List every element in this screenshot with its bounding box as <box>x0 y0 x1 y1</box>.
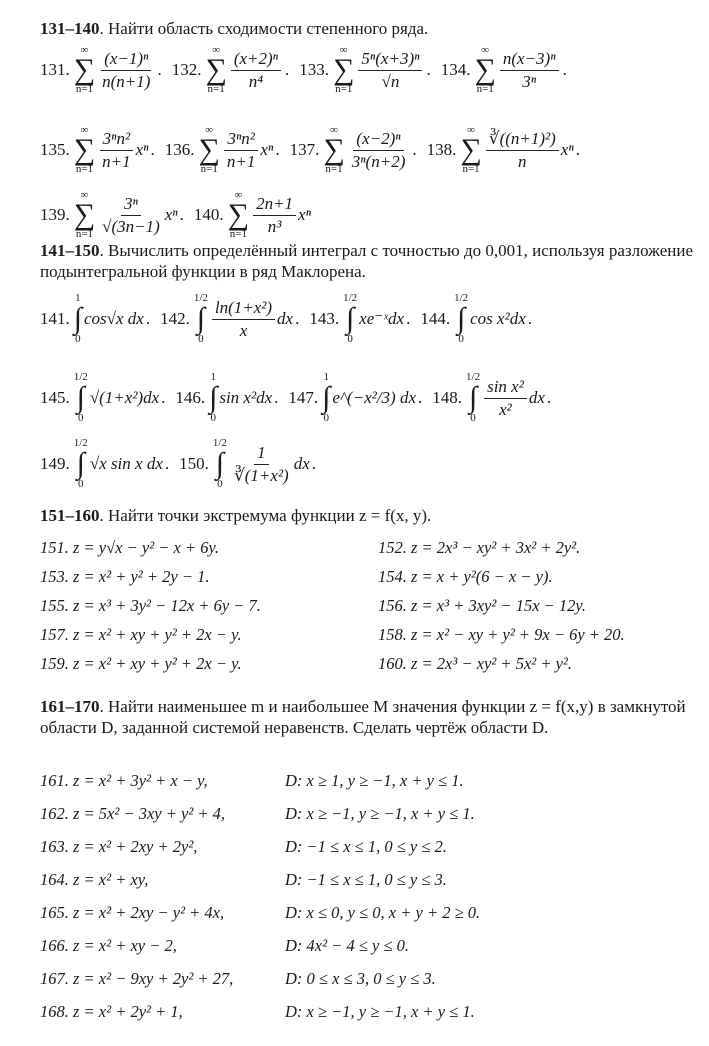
problem-number: 147. <box>288 388 319 407</box>
problem-131 <box>40 45 162 95</box>
summation <box>74 125 95 175</box>
region-function: 166. z = x² + xy − 2, <box>40 936 177 955</box>
problem-row <box>40 190 321 240</box>
punctuation: . <box>179 205 184 224</box>
lower-limit: n=1 <box>207 83 225 95</box>
problem-number: 145. <box>40 388 70 407</box>
fraction <box>231 443 292 485</box>
numerator: 2n+1 <box>253 194 296 216</box>
numerator: ∛((n+1)²) <box>486 129 559 151</box>
lower-limit: 0 <box>323 412 329 424</box>
fraction <box>349 129 409 171</box>
summation <box>333 45 354 95</box>
numerator: 1 <box>254 443 269 465</box>
extremum-problem: 152. z = 2x³ − xy² + 3x² + 2y². <box>378 538 581 557</box>
region-function: 167. z = x² − 9xy + 2y² + 27, <box>40 969 234 988</box>
summation <box>323 125 344 175</box>
summation <box>474 45 495 95</box>
denominator: 3ⁿ(n+2) <box>351 151 406 171</box>
integral-sign: ∫ <box>346 302 355 335</box>
integral <box>74 293 82 345</box>
problem-row <box>40 438 326 490</box>
summation <box>205 45 226 95</box>
upper-limit: ∞ <box>80 189 89 201</box>
numerator: (x+2)ⁿ <box>231 49 281 71</box>
factor: xⁿ <box>260 140 274 159</box>
lower-limit: 0 <box>210 412 216 424</box>
region-domain: D: 0 ≤ x ≤ 3, 0 ≤ y ≤ 3. <box>285 969 436 988</box>
problem-136 <box>165 125 280 175</box>
upper-limit: ∞ <box>339 44 348 56</box>
numerator: 3ⁿn² <box>100 129 133 151</box>
problem-row <box>40 293 542 345</box>
integral-sign: ∫ <box>209 381 218 414</box>
denominator: n³ <box>267 216 282 236</box>
region-function: 161. z = x² + 3y² + x − y, <box>40 771 208 790</box>
fraction <box>224 129 258 171</box>
problem-number: 149. <box>40 454 70 473</box>
factor: dx <box>528 388 545 407</box>
numerator: 5ⁿ(x+3)ⁿ <box>358 49 422 71</box>
fraction <box>99 194 163 236</box>
denominator: ∛(1+x²) <box>233 465 289 485</box>
integral <box>454 293 468 345</box>
upper-limit: ∞ <box>205 124 214 136</box>
lower-limit: n=1 <box>462 163 480 175</box>
integral-sign: ∫ <box>76 447 85 480</box>
summation <box>228 190 249 240</box>
numerator: (x−2)ⁿ <box>353 129 403 151</box>
integral <box>343 293 357 345</box>
integral-sign: ∫ <box>468 381 478 414</box>
punctuation: . <box>150 140 155 159</box>
integral <box>213 438 227 490</box>
summation-sign: ∑ <box>460 133 482 166</box>
summation <box>74 45 95 95</box>
integral-sign: ∫ <box>196 302 205 335</box>
problem-number: 143. <box>309 309 340 328</box>
section-heading-161-170: 161–170. Найти наименьшее m и наибольшее M значения функции z = f(x,y) в замкнутой области D, заданной системой неравенств. Сделать чертёж области D. <box>40 697 686 737</box>
integrand: sin x²dx <box>219 388 273 407</box>
summation <box>74 190 95 240</box>
section-heading-131-140: 131–140. Найти область сходимости степенного ряда. <box>40 19 429 38</box>
upper-limit: 1/2 <box>343 292 358 304</box>
integrand: xe⁻ˣdx <box>359 309 405 328</box>
problem-132 <box>172 45 290 95</box>
numerator: 3ⁿ <box>121 194 141 216</box>
problem-147 <box>288 372 422 424</box>
punctuation: . <box>426 60 431 79</box>
extremum-problem: 159. z = x² + xy + y² + 2x − y. <box>40 654 242 673</box>
punctuation: . <box>311 454 317 473</box>
region-domain: D: 4x² − 4 ≤ y ≤ 0. <box>285 936 409 955</box>
section-heading-141-150: 141–150. Вычислить определённый интеграл с точностью до 0,001, используя разложение подынтегральной функции в ряд Маклорена. <box>40 241 693 281</box>
fraction <box>358 49 422 91</box>
summation-sign: ∑ <box>73 133 96 166</box>
integrand: √x sin x dx <box>89 454 163 473</box>
problem-149 <box>40 438 169 490</box>
upper-limit: ∞ <box>80 44 89 56</box>
summation-sign: ∑ <box>474 53 496 86</box>
section-heading-151-160: 151–160. Найти точки экстремума функции z = f(x, y). <box>40 506 432 525</box>
upper-limit: 1 <box>75 292 81 304</box>
lower-limit: n=1 <box>75 83 94 95</box>
problem-148 <box>432 372 551 424</box>
problem-number: 134. <box>440 60 471 79</box>
problem-134 <box>441 45 567 95</box>
problem-number: 138. <box>426 140 457 159</box>
fraction <box>231 49 281 91</box>
region-function: 162. z = 5x² − 3xy + y² + 4, <box>40 804 226 823</box>
upper-limit: ∞ <box>234 189 243 201</box>
denominator: √n <box>381 71 400 91</box>
punctuation: . <box>145 309 151 328</box>
extremum-problem: 151. z = y√x − y² − x + 6y. <box>40 538 220 557</box>
problem-number: 132. <box>171 60 202 79</box>
denominator: x <box>239 320 248 340</box>
denominator: x² <box>499 399 512 419</box>
denominator: n(n+1) <box>102 71 151 91</box>
problem-number: 137. <box>289 140 320 159</box>
lower-limit: 0 <box>78 412 84 424</box>
lower-limit: n=1 <box>476 83 494 95</box>
integrand: √(1+x²)dx <box>89 388 160 407</box>
numerator: 3ⁿn² <box>224 129 257 151</box>
extremum-problem: 153. z = x² + y² + 2y − 1. <box>40 567 210 586</box>
punctuation: . <box>546 388 552 407</box>
region-function: 164. z = x² + xy, <box>40 870 149 889</box>
denominator: n+1 <box>102 151 131 171</box>
integral-sign: ∫ <box>322 381 331 414</box>
problem-number: 144. <box>420 309 451 328</box>
integral <box>322 372 330 424</box>
punctuation: . <box>157 60 162 79</box>
factor: dx <box>293 454 310 473</box>
punctuation: . <box>418 388 423 407</box>
integrand: cos√x dx <box>83 309 144 328</box>
denominator: n+1 <box>226 151 256 171</box>
region-domain: D: x ≥ 1, y ≥ −1, x + y ≤ 1. <box>285 771 464 790</box>
factor: xⁿ <box>298 205 311 224</box>
upper-limit: 1/2 <box>212 437 227 449</box>
region-function: 165. z = x² + 2xy − y² + 4x, <box>40 903 225 922</box>
lower-limit: n=1 <box>75 228 94 240</box>
upper-limit: ∞ <box>80 124 89 136</box>
problem-number: 141. <box>40 309 70 328</box>
lower-limit: 0 <box>198 333 204 345</box>
upper-limit: 1/2 <box>73 437 88 449</box>
integral <box>466 372 480 424</box>
problem-144 <box>420 293 532 345</box>
problem-137 <box>290 125 417 175</box>
region-domain: D: x ≤ 0, y ≤ 0, x + y + 2 ≥ 0. <box>285 903 481 922</box>
region-domain: D: x ≥ −1, y ≥ −1, x + y ≤ 1. <box>285 804 475 823</box>
summation-sign: ∑ <box>227 198 250 231</box>
lower-limit: 0 <box>75 333 81 345</box>
lower-limit: n=1 <box>200 163 218 175</box>
fraction <box>486 129 559 171</box>
upper-limit: ∞ <box>467 124 475 136</box>
factor: xⁿ <box>135 140 149 159</box>
region-function: 163. z = x² + 2xy + 2y², <box>40 837 198 856</box>
problem-145 <box>40 372 165 424</box>
punctuation: . <box>295 309 300 328</box>
upper-limit: ∞ <box>481 44 490 56</box>
punctuation: . <box>575 140 580 159</box>
problem-141 <box>40 293 150 345</box>
lower-limit: 0 <box>347 333 353 345</box>
problem-143 <box>309 293 410 345</box>
region-function: 168. z = x² + 2y² + 1, <box>40 1002 183 1021</box>
integral <box>74 438 88 490</box>
extremum-problem: 154. z = x + y²(6 − x − y). <box>378 567 553 586</box>
fraction <box>212 298 275 340</box>
summation-sign: ∑ <box>198 133 220 166</box>
upper-limit: 1/2 <box>454 292 469 304</box>
lower-limit: 0 <box>458 333 464 345</box>
upper-limit: ∞ <box>330 124 338 136</box>
summation-sign: ∑ <box>333 53 355 86</box>
lower-limit: n=1 <box>335 83 353 95</box>
numerator: ln(1+x²) <box>212 298 275 320</box>
punctuation: . <box>562 60 567 79</box>
integral-sign: ∫ <box>73 302 82 335</box>
fraction <box>99 129 133 171</box>
punctuation: . <box>275 140 280 159</box>
problem-row <box>40 372 561 424</box>
numerator: n(x−3)ⁿ <box>500 49 559 71</box>
upper-limit: 1/2 <box>193 292 208 304</box>
fraction <box>253 194 296 236</box>
upper-limit: 1/2 <box>466 371 481 383</box>
region-domain: D: −1 ≤ x ≤ 1, 0 ≤ y ≤ 2. <box>285 837 447 856</box>
problem-number: 136. <box>164 140 195 159</box>
extremum-problem: 160. z = 2x³ − xy² + 5x² + y². <box>378 654 572 673</box>
problem-number: 148. <box>432 388 463 407</box>
extremum-problem: 156. z = x³ + 3xy² − 15x − 12y. <box>378 596 586 615</box>
punctuation: . <box>527 309 532 328</box>
punctuation: . <box>406 309 411 328</box>
lower-limit: n=1 <box>229 228 247 240</box>
summation-sign: ∑ <box>205 53 227 86</box>
problem-133 <box>299 45 430 95</box>
problem-number: 140. <box>193 205 224 224</box>
region-domain: D: x ≥ −1, y ≥ −1, x + y ≤ 1. <box>285 1002 475 1021</box>
denominator: n⁴ <box>248 71 264 91</box>
denominator: n <box>518 151 527 171</box>
problem-row <box>40 125 590 175</box>
problem-number: 142. <box>160 309 190 328</box>
problem-number: 150. <box>179 454 209 473</box>
problem-138 <box>427 125 580 175</box>
extremum-problem: 157. z = x² + xy + y² + 2x − y. <box>40 625 242 644</box>
integral <box>194 293 208 345</box>
punctuation: . <box>285 60 290 79</box>
lower-limit: n=1 <box>75 163 94 175</box>
summation-sign: ∑ <box>323 133 345 166</box>
fraction <box>484 377 527 419</box>
factor: xⁿ <box>560 140 574 159</box>
extremum-problem: 158. z = x² − xy + y² + 9x − 6y + 20. <box>378 625 625 644</box>
summation-sign: ∑ <box>73 198 96 231</box>
problem-146 <box>175 372 278 424</box>
problem-140 <box>194 190 311 240</box>
lower-limit: 0 <box>217 478 223 490</box>
lower-limit: n=1 <box>325 163 343 175</box>
numerator: (x−1)ⁿ <box>101 49 151 71</box>
problem-135 <box>40 125 155 175</box>
upper-limit: ∞ <box>212 44 221 56</box>
integral-sign: ∫ <box>457 302 466 335</box>
integrand: e^(−x²/3) dx <box>332 388 417 407</box>
upper-limit: 1 <box>210 371 216 383</box>
problem-142 <box>160 293 299 345</box>
problem-number: 131. <box>40 60 70 79</box>
denominator: √(3n−1) <box>102 216 160 236</box>
lower-limit: 0 <box>78 478 84 490</box>
problem-150 <box>179 438 316 490</box>
problem-number: 135. <box>40 140 70 159</box>
numerator: sin x² <box>484 377 527 399</box>
problem-row <box>40 45 577 95</box>
integrand: cos x²dx <box>470 309 526 328</box>
problem-number: 139. <box>40 205 70 224</box>
fraction <box>500 49 559 91</box>
factor: xⁿ <box>164 205 178 224</box>
integral <box>74 372 88 424</box>
punctuation: . <box>274 388 279 407</box>
summation-sign: ∑ <box>73 53 96 86</box>
factor: dx <box>277 309 294 328</box>
fraction <box>99 49 153 91</box>
integral-sign: ∫ <box>76 381 85 414</box>
integral-sign: ∫ <box>215 447 225 480</box>
punctuation: . <box>412 140 417 159</box>
region-domain: D: −1 ≤ x ≤ 1, 0 ≤ y ≤ 3. <box>285 870 447 889</box>
upper-limit: 1 <box>323 371 329 383</box>
lower-limit: 0 <box>470 412 476 424</box>
punctuation: . <box>161 388 166 407</box>
integral <box>209 372 217 424</box>
problem-number: 146. <box>175 388 206 407</box>
denominator: 3ⁿ <box>522 71 537 91</box>
upper-limit: 1/2 <box>73 371 88 383</box>
summation <box>460 125 481 175</box>
extremum-problem: 155. z = x³ + 3y² − 12x + 6y − 7. <box>40 596 261 615</box>
problem-139 <box>40 190 184 240</box>
summation <box>199 125 220 175</box>
problem-number: 133. <box>299 60 330 79</box>
punctuation: . <box>164 454 170 473</box>
